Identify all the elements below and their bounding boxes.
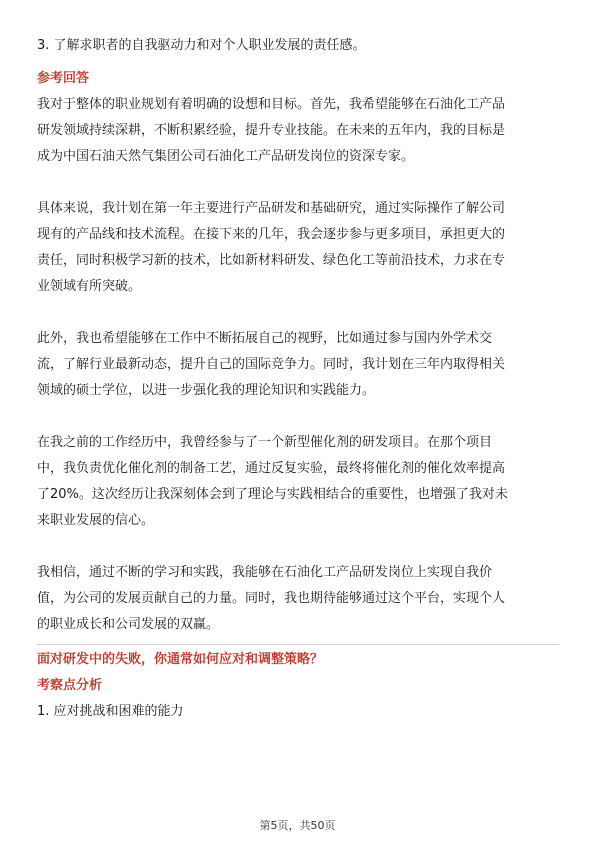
paragraph-line: 值，为公司的发展贡献自己的力量。同时，我也期待能够通过这个平台，实现个人 <box>37 591 506 606</box>
paragraph-line: 中，我负责优化催化剂的制备工艺，通过反复实验，最终将催化剂的催化效率提高 <box>37 461 506 476</box>
answer-paragraph-3 <box>37 326 559 404</box>
page-content <box>37 33 559 725</box>
paragraph-line: 流，了解行业最新动态，提升自己的国际竞争力。同时，我计划在三年内取得相关 <box>37 357 506 372</box>
paragraph-line: 具体来说，我计划在第一年主要进行产品研发和基础研究，通过实际操作了解公司 <box>37 201 506 216</box>
paragraph-spacer <box>37 404 559 430</box>
answer-heading: 参考回答 <box>37 71 90 86</box>
paragraph-line: 领域的硕士学位，以进一步强化我的理论知识和实践能力。 <box>37 383 376 398</box>
paragraph-line: 现有的产品线和技术流程。在接下来的几年，我会逐步参与更多项目，承担更大的 <box>37 227 506 242</box>
paragraph-line: 的职业成长和公司发展的双赢。 <box>37 617 220 632</box>
analysis-item-1: 1. 应对挑战和困难的能力 <box>37 704 184 719</box>
next-question-heading: 面对研发中的失败，你通常如何应对和调整策略？ <box>37 644 559 673</box>
paragraph-line: 在我之前的工作经历中，我曾经参与了一个新型催化剂的研发项目。在那个项目 <box>37 435 493 450</box>
paragraph-line: 来职业发展的信心。 <box>37 513 155 528</box>
answer-paragraph-4 <box>37 430 559 534</box>
paragraph-line: 此外，我也希望能够在工作中不断拓展自己的视野，比如通过参与国内外学术交 <box>37 331 493 346</box>
paragraph-spacer <box>37 300 559 326</box>
paragraph-line: 我相信，通过不断的学习和实践，我能够在石油化工产品研发岗位上实现自我价 <box>37 565 493 580</box>
paragraph-line: 成为中国石油天然气集团公司石油化工产品研发岗位的资深专家。 <box>37 149 415 164</box>
paragraph-line: 责任，同时积极学习新的技术，比如新材料研发、绿色化工等前沿技术，力求在专 <box>37 253 506 268</box>
paragraph-line: 研发领域持续深耕，不断积累经验，提升专业技能。在未来的五年内，我的目标是 <box>37 123 506 138</box>
assessment-item-3: 3. 了解求职者的自我驱动力和对个人职业发展的责任感。 <box>37 38 366 53</box>
paragraph-line: 我对于整体的职业规划有着明确的设想和目标。首先，我希望能够在石油化工产品 <box>37 97 506 112</box>
answer-paragraph-5 <box>37 560 559 638</box>
paragraph-line: 了20%。这次经历让我深刻体会到了理论与实践相结合的重要性，也增强了我对未 <box>37 487 508 502</box>
answer-paragraph-1 <box>37 92 559 170</box>
paragraph-spacer <box>37 170 559 196</box>
page-number-footer: 第5页，共50页 <box>259 819 336 832</box>
answer-paragraph-2 <box>37 196 559 300</box>
analysis-heading: 考察点分析 <box>37 678 103 693</box>
paragraph-line: 业领域有所突破。 <box>37 279 142 294</box>
answer-body <box>37 92 559 638</box>
paragraph-spacer <box>37 534 559 560</box>
